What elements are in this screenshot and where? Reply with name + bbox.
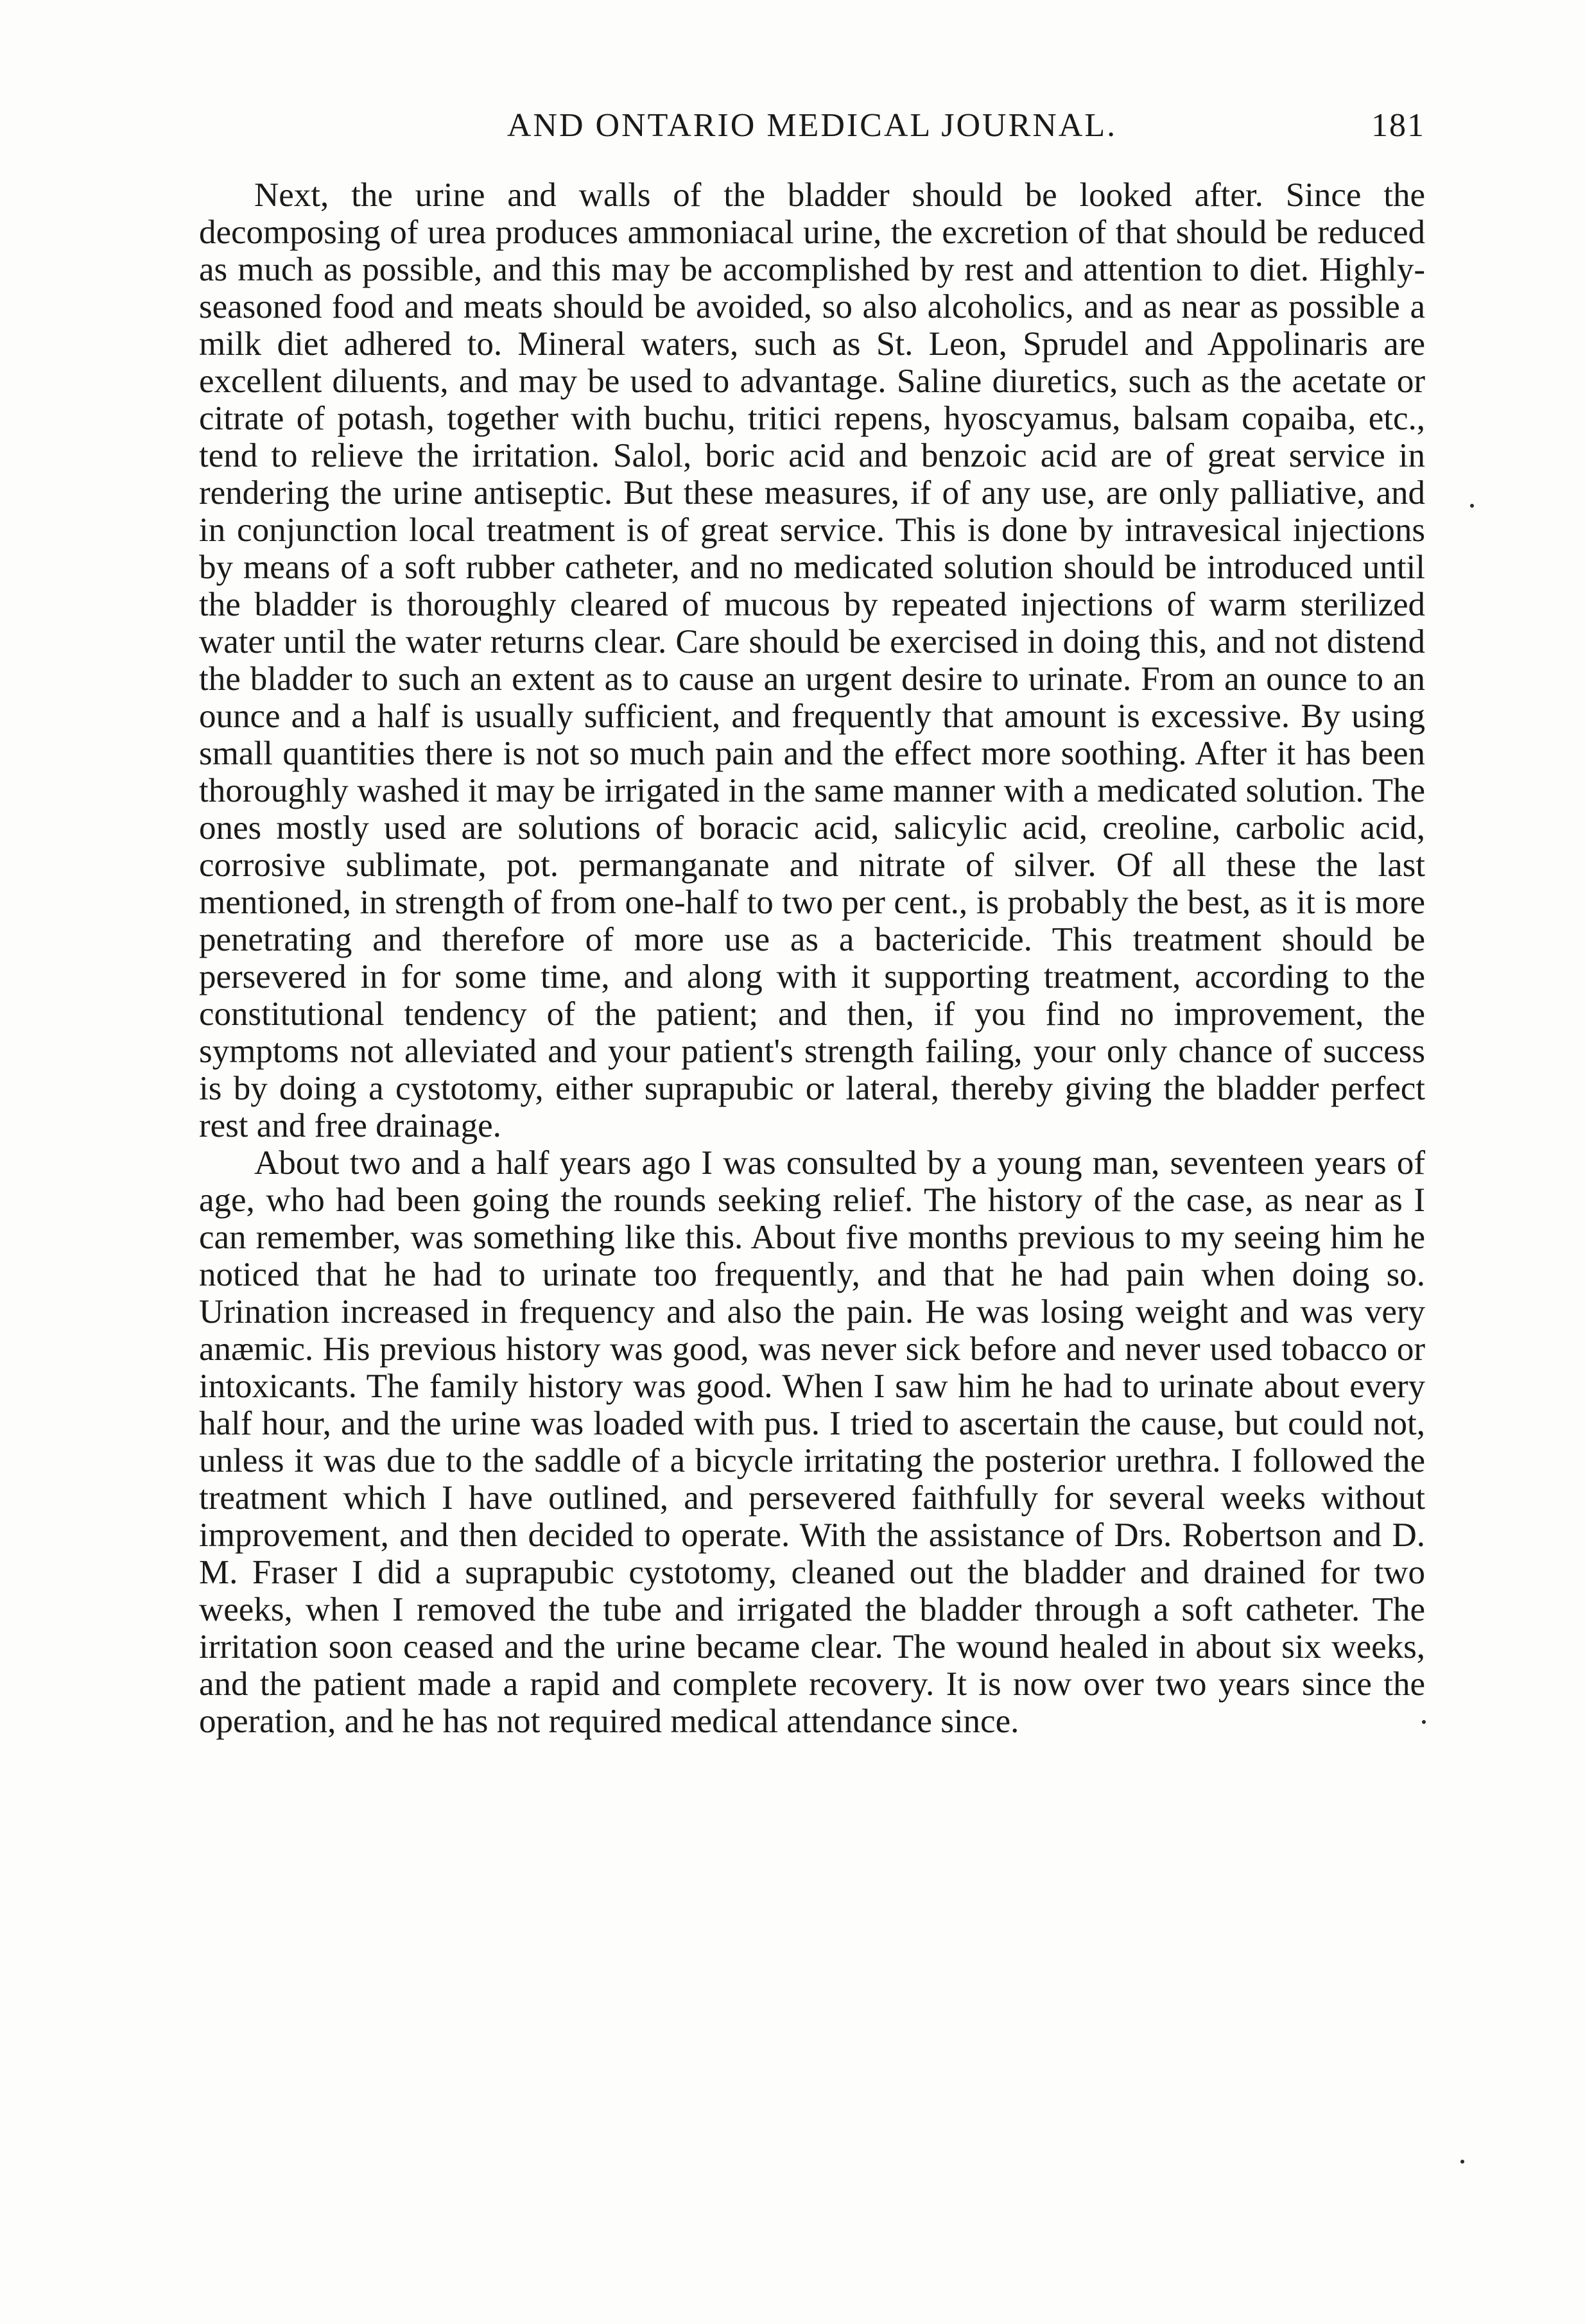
journal-title: AND ONTARIO MEDICAL JOURNAL. xyxy=(507,107,1118,144)
paragraph-case-report: About two and a half years ago I was consulted by a young man, seventeen years of age, who had been going the rounds seeking relief. The history of the case, as near as I can remember, was something like this. About five months previous to my seeing him he noticed that he had to urinate too frequently, and that he had pain when doing so. Urination increased in frequency and also the pain. He was losing weight and was very anæmic. His previous history was good, was never sick before and never used tobacco or intoxicants. The family history was good. When I saw him he had to urinate about every half hour, and the urine was loaded with pus. I tried to ascertain the cause, but could not, unless it was due to the saddle of a bicycle irritating the posterior urethra. I followed the treatment which I have outlined, and persevered faithfully for several weeks without improvement, and then decided to operate. With the assistance of Drs. Robertson and D. M. Fraser I did a suprapubic cystotomy, cleaned out the bladder and drained for two weeks, when I removed the tube and irrigated the bladder through a soft catheter. The irritation soon ceased and the urine became clear. The wound healed in about six weeks, and the patient made a rapid and complete recovery. It is now over two years since the operation, and he has not required medical attendance since. xyxy=(199,1144,1425,1740)
article-body xyxy=(199,176,1425,1740)
print-speck xyxy=(1460,2160,1464,2164)
print-speck xyxy=(1470,504,1474,508)
print-speck xyxy=(1422,1720,1426,1724)
running-head xyxy=(199,103,1425,148)
paragraph-treatment: Next, the urine and walls of the bladder should be looked after. Since the decomposing of urea produces ammoniacal urine, the excretion of that should be reduced as much as possible, and this may be accomplished by rest and attention to diet. Highly-seasoned food and meats should be avoided, so also alcoholics, and as near as possible a milk diet adhered to. Mineral waters, such as St. Leon, Sprudel and Appolinaris are excellent diluents, and may be used to advantage. Saline diuretics, such as the acetate or citrate of potash, together with buchu, tritici repens, hyoscyamus, balsam copaiba, etc., tend to relieve the irritation. Salol, boric acid and benzoic acid are of great service in rendering the urine antiseptic. But these measures, if of any use, are only palliative, and in conjunction local treatment is of great service. This is done by intravesical injections by means of a soft rubber catheter, and no medicated solution should be introduced until the bladder is thoroughly cleared of mucous by repeated injections of warm sterilized water until the water returns clear. Care should be exercised in doing this, and not distend the bladder to such an extent as to cause an urgent desire to urinate. From an ounce to an ounce and a half is usually sufficient, and frequently that amount is excessive. By using small quantities there is not so much pain and the effect more soothing. After it has been thoroughly washed it may be irrigated in the same manner with a medicated solution. The ones mostly used are solutions of boracic acid, salicylic acid, creoline, carbolic acid, corrosive sublimate, pot. permanganate and nitrate of silver. Of all these the last mentioned, in strength of from one-half to two per cent., is probably the best, as it is more penetrating and therefore of more use as a bactericide. This treatment should be persevered in for some time, and along with it supporting treatment, according to the constitutional tendency of the patient; and then, if you find no improvement, the symptoms not alleviated and your patient's strength failing, your only chance of success is by doing a cystotomy, either suprapubic or lateral, thereby giving the bladder perfect rest and free drainage. xyxy=(199,176,1425,1144)
page-number: 181 xyxy=(1371,107,1425,144)
